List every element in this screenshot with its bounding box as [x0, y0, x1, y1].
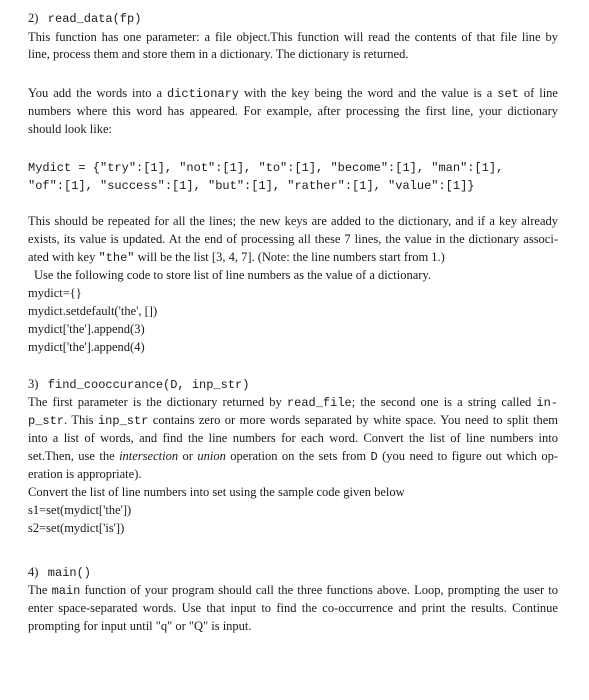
paragraph-line: prompting for input until "q" or "Q" is input.: [28, 619, 252, 633]
code-term: D: [370, 450, 378, 464]
code-term: "the": [98, 251, 135, 265]
text-run: You add the words into a: [28, 86, 167, 100]
code-term: dictionary: [167, 87, 240, 101]
text-run: ; the second one is a string called: [351, 395, 537, 409]
section-number: 3): [28, 377, 39, 391]
paragraph-line: Convert the list of line numbers into set using the sample code given below: [28, 485, 405, 499]
paragraph-line: [28, 249, 558, 267]
paragraph-line: exists, its value is updated. At the end of processing all these 7 lines, the value in the dictionary associ-: [28, 232, 558, 246]
text-run: (you need to figure out which op-: [377, 449, 558, 463]
text-run: . This: [64, 413, 98, 427]
paragraph-line: [28, 448, 558, 466]
text-run: contains zero or more words separated by white space. You need to split them: [148, 413, 558, 427]
code-term: in-: [536, 396, 558, 410]
paragraph-line: line, process them and store them in a dictionary. The dictionary is returned.: [28, 47, 409, 61]
code-term: read_file: [286, 396, 352, 410]
text-run: with the key being the word and the value is a: [239, 86, 498, 100]
italic-term: union: [197, 449, 226, 463]
code-term: p_str: [28, 414, 65, 428]
sample-code-line: mydict['the'].append(4): [28, 340, 145, 354]
paragraph-line: This should be repeated for all the lines; the new keys are added to the dictionary, and if a key already: [28, 214, 558, 228]
italic-term: intersection: [119, 449, 179, 463]
section-2-heading: [28, 10, 558, 28]
sample-code-line: s2=set(mydict['is']): [28, 521, 125, 535]
function-name: find_cooccurance(D, inp_str): [47, 378, 250, 392]
paragraph-line: [28, 582, 558, 600]
text-run: or: [178, 449, 198, 463]
paragraph-line: [28, 85, 558, 103]
text-run: ated with key: [28, 250, 99, 264]
code-term: main: [51, 584, 81, 598]
paragraph-line: eration is appropriate).: [28, 467, 142, 481]
text-run: will be the list [3, 4, 7]. (Note: the line numbers start from 1.): [134, 250, 445, 264]
text-run: set.Then, use the: [28, 449, 120, 463]
paragraph-line: Use the following code to store list of line numbers as the value of a dictionary.: [34, 268, 432, 282]
text-run: of line: [518, 86, 558, 100]
paragraph-line: This function has one parameter: a file object.This function will read the contents of that file line by: [28, 30, 558, 44]
sample-code-line: s1=set(mydict['the']): [28, 503, 132, 517]
code-term: inp_str: [97, 414, 149, 428]
code-line: "of":[1], "success":[1], "but":[1], "rather":[1], "value":[1]}: [28, 179, 475, 193]
paragraph-line: [28, 412, 558, 430]
paragraph-line: enter space-separated words. Use that input to find the co-occurrence and print the results. Continue: [28, 601, 558, 615]
code-term: set: [497, 87, 519, 101]
paragraph-line: [28, 394, 558, 412]
code-line: Mydict = {"try":[1], "not":[1], "to":[1], "become":[1], "man":[1],: [28, 161, 504, 175]
paragraph-line: numbers where this word has appeared. For example, after processing the first line, your dictionary: [28, 104, 558, 118]
sample-code-line: mydict['the'].append(3): [28, 322, 145, 336]
function-name: main(): [47, 566, 92, 580]
paragraph-line: should look like:: [28, 122, 113, 136]
section-number: 4): [28, 565, 39, 579]
text-run: function of your program should call the three functions above. Loop, prompting the user to: [80, 583, 558, 597]
section-4-heading: [28, 564, 558, 582]
section-3-heading: [28, 376, 558, 394]
function-name: read_data(fp): [47, 12, 142, 26]
text-run: The first parameter is the dictionary returned by: [28, 395, 287, 409]
sample-code-line: mydict.setdefault('the', []): [28, 304, 158, 318]
sample-code-line: mydict={}: [28, 286, 82, 300]
section-number: 2): [28, 11, 39, 25]
paragraph-line: into a list of words, and find the line numbers for each word. Convert the list of line numbers into: [28, 431, 558, 445]
text-run: The: [28, 583, 52, 597]
text-run: operation on the sets from: [225, 449, 371, 463]
